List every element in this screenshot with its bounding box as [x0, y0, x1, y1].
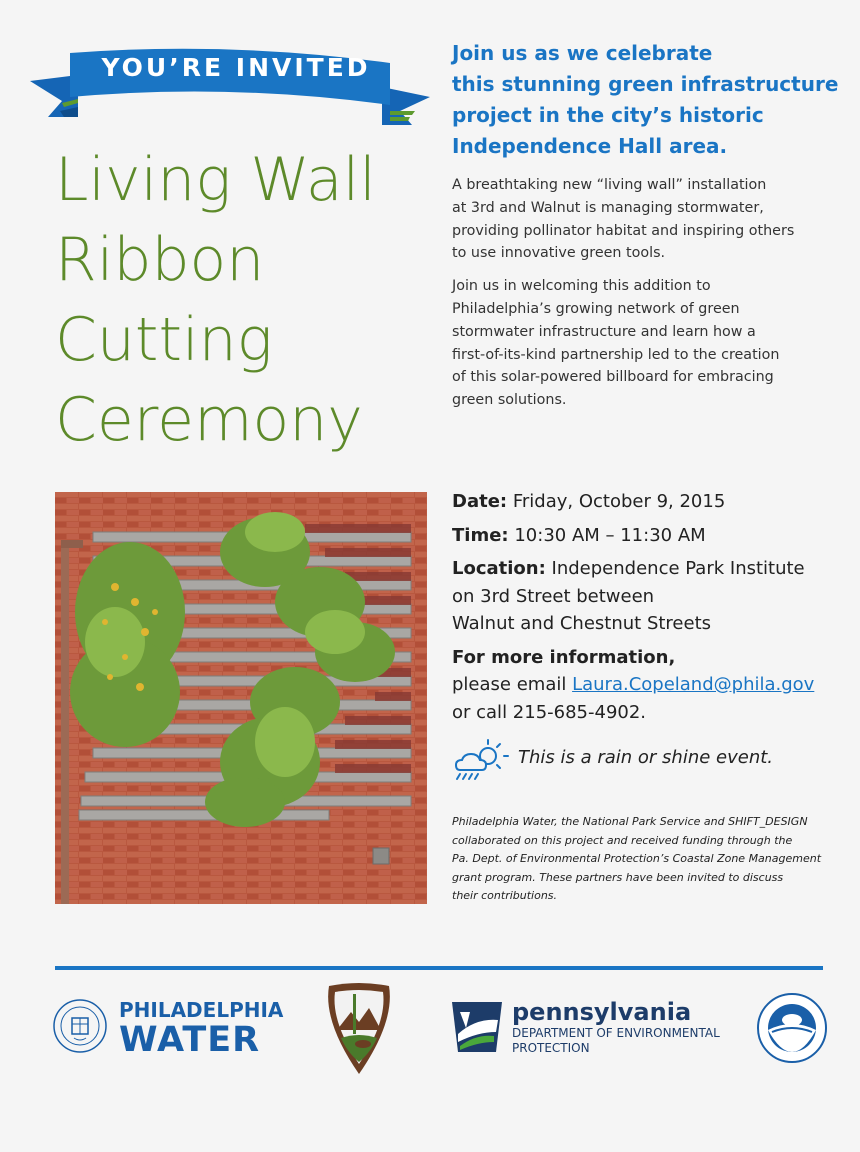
rain-or-shine-note: [452, 738, 832, 782]
intro-headline: [452, 38, 839, 162]
headline-line: Independence Hall area.: [452, 134, 728, 158]
rain-note-text: This is a rain or shine event.: [518, 747, 774, 768]
title-line: Living Wall: [55, 145, 376, 215]
date-label: Date:: [452, 491, 508, 512]
para-line: to use innovative green tools.: [452, 245, 666, 262]
title-line: Ribbon: [55, 225, 265, 295]
time-row: [452, 522, 842, 550]
credits-line: grant program. These partners have been invited to discuss: [452, 870, 784, 884]
intro-section: [452, 38, 839, 422]
location-row: [452, 555, 842, 638]
credits-line: Philadelphia Water, the National Park Service and SHIFT_DESIGN: [452, 815, 808, 828]
pa-logo-line1: pennsylvania: [512, 998, 692, 1026]
pa-logo-line2: DEPARTMENT OF ENVIRONMENTAL: [512, 1026, 720, 1040]
invited-ribbon-banner: [30, 45, 430, 125]
para-line: at 3rd and Walnut is managing stormwater,: [452, 199, 764, 216]
email-link[interactable]: Laura.Copeland@phila.gov: [572, 674, 815, 695]
para-line: green solutions.: [452, 392, 567, 409]
rain-sun-icon: [452, 738, 512, 782]
partner-credits: [452, 813, 832, 906]
pw-logo-line1: PHILADELPHIA: [119, 998, 284, 1022]
headline-line: Join us as we celebrate: [452, 41, 713, 65]
title-line: Ceremony: [55, 385, 363, 455]
info-row: [452, 644, 842, 727]
headline-line: project in the city’s historic: [452, 103, 764, 127]
location-label: Location:: [452, 558, 546, 579]
para-line: Philadelphia’s growing network of green: [452, 300, 740, 317]
location-value: Walnut and Chestnut Streets: [452, 613, 712, 634]
ribbon-text: YOU’RE INVITED: [101, 53, 371, 82]
para-line: stormwater infrastructure and learn how a: [452, 323, 756, 340]
pa-dep-logo: [512, 998, 720, 1056]
intro-paragraph-2: [452, 275, 832, 412]
pa-logo-line3: PROTECTION: [512, 1041, 590, 1055]
para-line: first-of-its-kind partnership led to the creation: [452, 346, 780, 363]
noaa-seal-icon: [756, 992, 828, 1064]
date-value: Friday, October 9, 2015: [507, 491, 726, 512]
footer-divider: [55, 966, 823, 970]
intro-paragraph-1: [452, 174, 832, 265]
philadelphia-water-logo: [119, 998, 283, 1058]
pw-logo-line2: WATER: [119, 1020, 261, 1060]
email-prefix: please email: [452, 674, 573, 695]
credits-line: Pa. Dept. of Environmental Protection’s Coastal Zone Management: [452, 852, 822, 866]
credits-line: collaborated on this project and received funding through the: [452, 833, 793, 847]
info-label: For more information,: [452, 646, 676, 668]
para-line: A breathtaking new “living wall” installation: [452, 177, 767, 193]
para-line: Join us in welcoming this addition to: [452, 278, 711, 295]
nps-arrowhead-icon: [323, 982, 395, 1076]
para-line: providing pollinator habitat and inspiring others: [452, 222, 795, 239]
living-wall-photo: [55, 492, 427, 904]
phone-text: or call 215-685-4902.: [452, 701, 647, 723]
city-seal-logo: [52, 998, 108, 1054]
para-line: of this solar-powered billboard for embracing: [452, 369, 774, 386]
location-value: on 3rd Street between: [452, 585, 655, 607]
time-value: 10:30 AM – 11:30 AM: [508, 524, 706, 546]
event-details: [452, 488, 842, 732]
date-row: [452, 488, 842, 516]
location-value: Independence Park Institute: [545, 558, 805, 579]
event-title: [55, 140, 435, 460]
time-label: Time:: [452, 524, 509, 546]
pennsylvania-keystone-icon: [448, 998, 506, 1056]
credits-line: their contributions.: [452, 889, 558, 903]
title-line: Cutting: [55, 305, 273, 375]
headline-line: this stunning green infrastructure: [452, 72, 839, 96]
